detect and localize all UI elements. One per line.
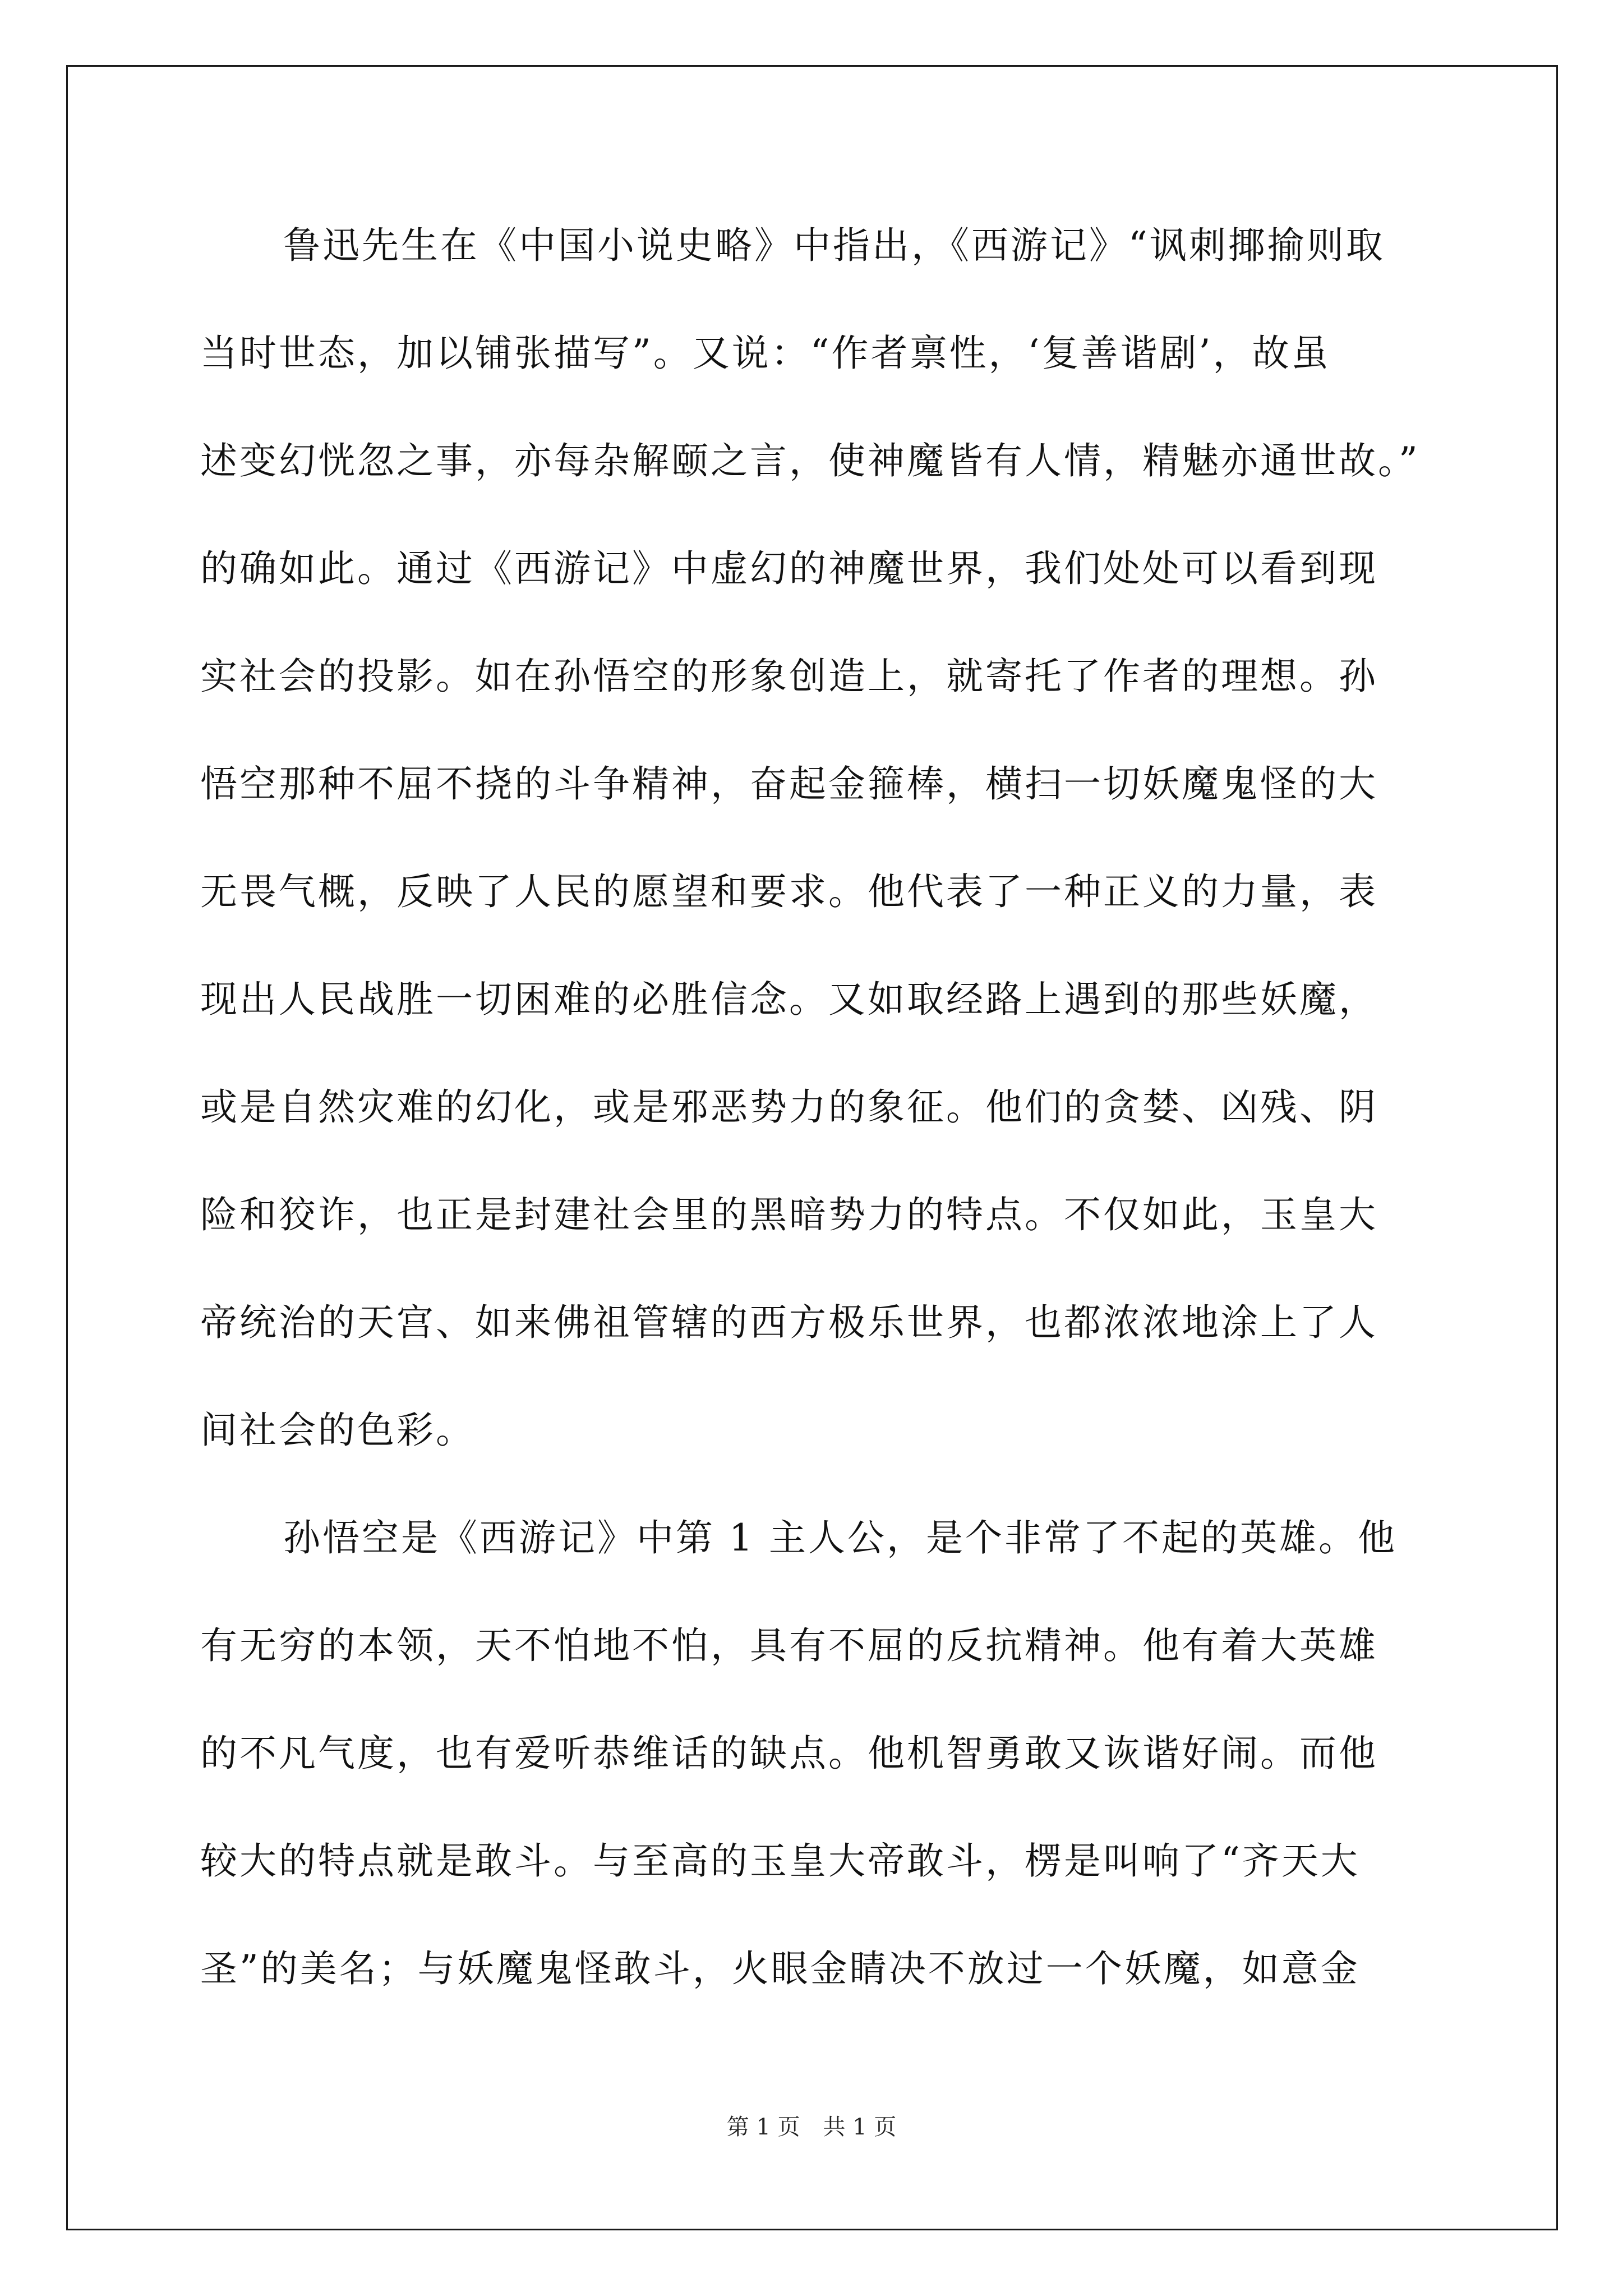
paragraph-1-line-11: 帝统治的天宫、如来佛祖管辖的西方极乐世界，也都浓浓地涂上了人 bbox=[200, 1301, 1378, 1344]
paragraph-1-line-5: 实社会的投影。如在孙悟空的形象创造上，就寄托了作者的理想。孙 bbox=[200, 655, 1378, 698]
paragraph-1-line-4: 的确如此。通过《西游记》中虚幻的神魔世界，我们处处可以看到现 bbox=[200, 547, 1378, 590]
paragraph-1-line-9: 或是自然灾难的幻化，或是邪恶势力的象征。他们的贪婪、凶残、阴 bbox=[200, 1085, 1378, 1129]
current-page-label: 第 1 页 bbox=[726, 2114, 800, 2140]
paragraph-1-line-10: 险和狡诈，也正是封建社会里的黑暗势力的特点。不仅如此，玉皇大 bbox=[200, 1193, 1378, 1236]
paragraph-2-line-4: 较大的特点就是敢斗。与至高的玉皇大帝敢斗，楞是叫响了“齐天大 bbox=[200, 1839, 1360, 1883]
paragraph-1-line-8: 现出人民战胜一切困难的必胜信念。又如取经路上遇到的那些妖魔， bbox=[200, 978, 1378, 1021]
paragraph-1-line-12: 间社会的色彩。 bbox=[200, 1409, 475, 1452]
paragraph-2-line-2: 有无穷的本领，天不怕地不怕，具有不屈的反抗精神。他有着大英雄 bbox=[200, 1624, 1378, 1667]
paragraph-2-line-1: 孙悟空是《西游记》中第 1 主人公，是个非常了不起的英雄。他 bbox=[283, 1516, 1397, 1559]
paragraph-2-line-3: 的不凡气度，也有爱听恭维话的缺点。他机智勇敢又诙谐好闹。而他 bbox=[200, 1732, 1378, 1775]
paragraph-1-line-6: 悟空那种不屈不挠的斗争精神，奋起金箍棒，横扫一切妖魔鬼怪的大 bbox=[200, 762, 1378, 806]
page-footer bbox=[0, 2109, 1623, 2141]
paragraph-1-line-3: 述变幻恍忽之事，亦每杂解颐之言，使神魔皆有人情，精魅亦通世故。” bbox=[200, 439, 1420, 482]
paragraph-1-line-1: 鲁迅先生在《中国小说史略》中指出，《西游记》“讽刺揶揄则取 bbox=[283, 224, 1385, 267]
total-pages-label: 共 1 页 bbox=[823, 2114, 897, 2140]
paragraph-2-line-5: 圣”的美名；与妖魔鬼怪敢斗，火眼金睛决不放过一个妖魔，如意金 bbox=[200, 1947, 1360, 1990]
document-body bbox=[200, 218, 1434, 2049]
paragraph-1-line-7: 无畏气概，反映了人民的愿望和要求。他代表了一种正义的力量，表 bbox=[200, 870, 1378, 913]
paragraph-1-line-2: 当时世态，加以铺张描写”。又说：“作者禀性，‘复善谐剧’，故虽 bbox=[200, 332, 1331, 375]
